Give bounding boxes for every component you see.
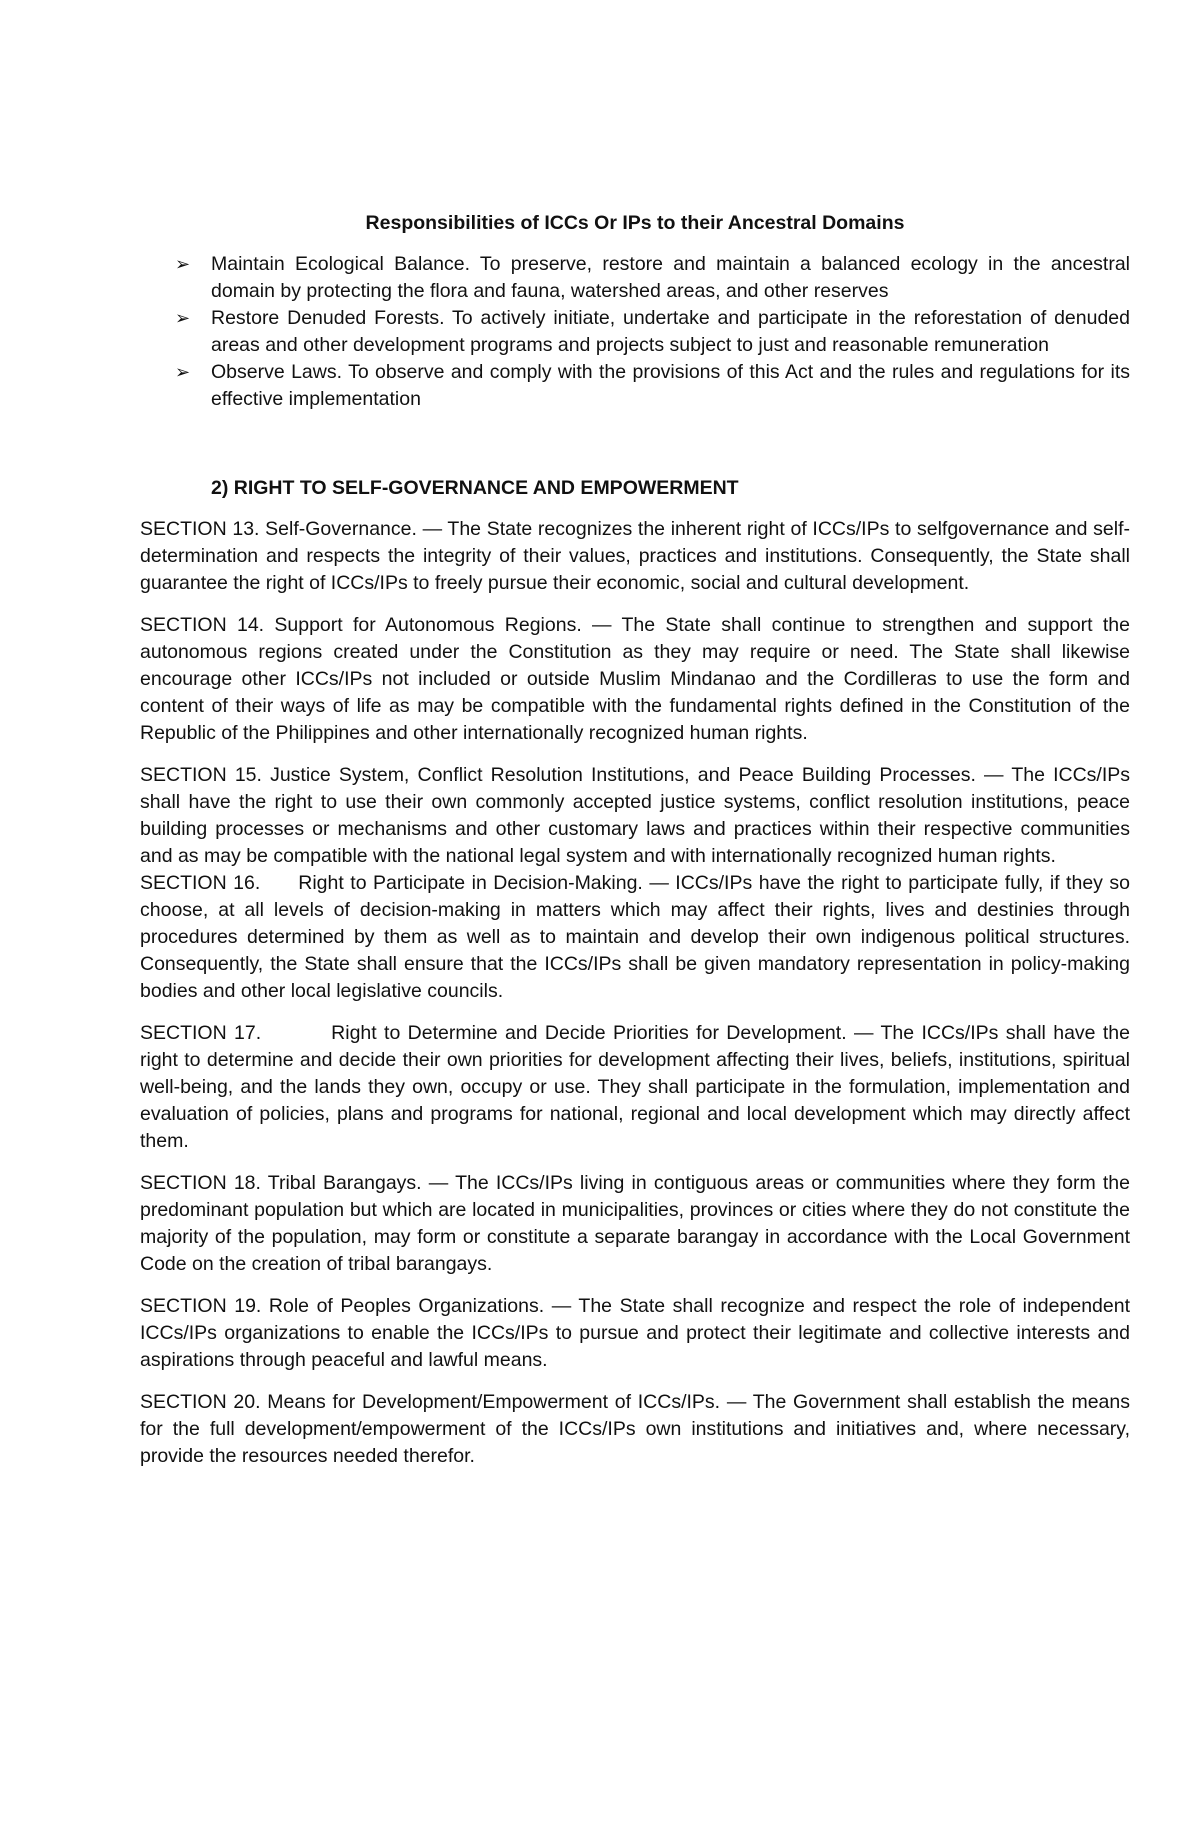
section-paragraph: SECTION 13. Self-Governance. — The State recognizes the inherent right of ICCs/IPs to selfgovernance and self-determination and respects the integrity of their values, practices and institutions. Consequently, the State shall guarantee the right of ICCs/IPs to freely pursue their economic, social and cultural development. (140, 518, 1130, 594)
section-label: SECTION 17. (140, 1022, 262, 1044)
responsibilities-list (140, 251, 1130, 413)
arrow-bullet-icon: ➢ (175, 254, 191, 274)
section-paragraph: SECTION 15. Justice System, Conflict Resolution Institutions, and Peace Building Processes. — The ICCs/IPs shall have the right to use their own commonly accepted justice systems, conflict resolution institutions, peace building processes or mechanisms and other customary laws and practices within their respective communities and as may be compatible with the national legal system and with internationally recognized human rights. (140, 764, 1130, 867)
section-paragraph: SECTION 14. Support for Autonomous Regions. — The State shall continue to strengthen and support the autonomous regions created under the Constitution as they may require or need. The State shall likewise encourage other ICCs/IPs not included or outside Muslim Mindanao and the Cordilleras to use the form and content of their ways of life as may be compatible with the fundamental rights defined in the Constitution of the Republic of the Philippines and other internationally recognized human rights. (140, 614, 1130, 744)
list-item-text: Restore Denuded Forests. To actively initiate, undertake and participate in the reforestation of denuded areas and other development programs and projects subject to just and reasonable remuneration (211, 307, 1130, 356)
section-paragraph: SECTION 20. Means for Development/Empowerment of ICCs/IPs. — The Government shall establish the means for the full development/empowerment of the ICCs/IPs own institutions and initiatives and, where necessary, provide the resources needed therefor. (140, 1391, 1130, 1467)
section-text: Right to Participate in Decision-Making. — ICCs/IPs have the right to participate fully, if they so choose, at all levels of decision-making in matters which may affect their rights, lives and destinies through procedures determined by them as well as to maintain and develop their own indigenous political structures. Consequently, the State shall ensure that the ICCs/IPs shall be given mandatory representation in policy-making bodies and other local legislative councils. (140, 872, 1130, 1002)
section-text: Right to Determine and Decide Priorities for Development. — The ICCs/IPs shall have the right to determine and decide their own priorities for development affecting their lives, beliefs, institutions, spiritual well-being, and the lands they own, occupy or use. They shall participate in the formulation, implementation and evaluation of policies, plans and programs for national, regional and local development which may directly affect them. (140, 1022, 1130, 1152)
section-paragraph: SECTION 19. Role of Peoples Organizations. — The State shall recognize and respect the role of independent ICCs/IPs organizations to enable the ICCs/IPs to pursue and protect their legitimate and collective interests and aspirations through peaceful and lawful means. (140, 1295, 1130, 1371)
section-paragraph (140, 1020, 1130, 1155)
list-item (140, 305, 1130, 359)
arrow-bullet-icon: ➢ (175, 308, 191, 328)
arrow-bullet-icon: ➢ (175, 362, 191, 382)
section-label: SECTION 16. (140, 872, 261, 894)
list-item (140, 359, 1130, 413)
list-item-text: Maintain Ecological Balance. To preserve, restore and maintain a balanced ecology in the ancestral domain by protecting the flora and fauna, watershed areas, and other reserves (211, 253, 1130, 302)
list-item (140, 251, 1130, 305)
list-item-text: Observe Laws. To observe and comply with the provisions of this Act and the rules and regulations for its effective implementation (211, 361, 1130, 410)
document-title: Responsibilities of ICCs Or IPs to their Ancestral Domains (365, 212, 905, 234)
section-heading: 2) RIGHT TO SELF-GOVERNANCE AND EMPOWERMENT (211, 477, 739, 499)
section-paragraph: SECTION 18. Tribal Barangays. — The ICCs/IPs living in contiguous areas or communities where they form the predominant population but which are located in municipalities, provinces or cities where they do not constitute the majority of the population, may form or constitute a separate barangay in accordance with the Local Government Code on the creation of tribal barangays. (140, 1172, 1130, 1275)
section-paragraph (140, 870, 1130, 1005)
document-page (140, 210, 1130, 1485)
